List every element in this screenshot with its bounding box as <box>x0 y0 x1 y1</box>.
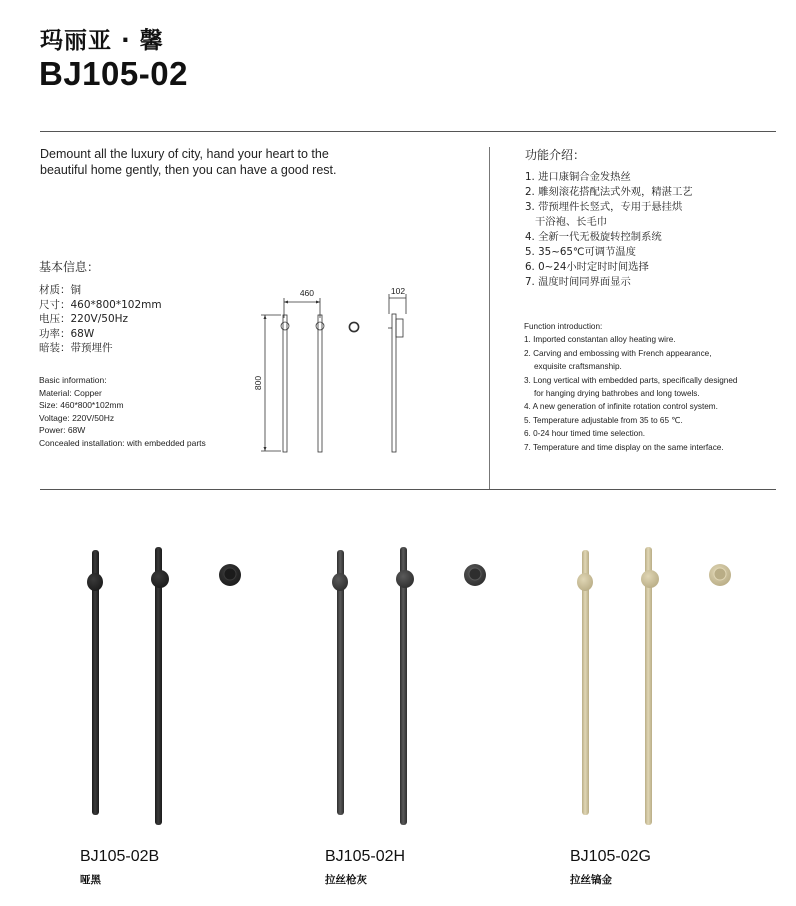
feature-en-item: 3. Long vertical with embedded parts, specifically designed <box>524 375 738 385</box>
towel-bar-right <box>155 547 162 825</box>
product-photo <box>78 545 258 835</box>
knob-circle <box>349 322 358 331</box>
spec-en-item: Power: 68W <box>39 425 86 436</box>
spec-cn-item: 电压：220V/50Hz <box>39 313 129 326</box>
knob-face <box>224 568 236 580</box>
spec-cn-item: 功率：68W <box>39 327 95 340</box>
feature-cn-item: 6. 0~24小时定时时间选择 <box>525 261 649 273</box>
spec-en-item: Voltage: 220V/50Hz <box>39 412 115 423</box>
wall-mount-right <box>641 570 659 588</box>
knob-face <box>714 568 726 580</box>
feature-cn-item: 干浴袍、长毛巾 <box>535 216 608 228</box>
features-cn-list <box>525 170 693 290</box>
wall-mount-right <box>396 570 414 588</box>
feature-en-item: 6. 0-24 hour timed time selection. <box>524 429 646 439</box>
towel-bar-right <box>400 547 407 825</box>
feature-en-item: 4. A new generation of infinite rotation control system. <box>524 402 718 412</box>
wall-mount-right <box>151 570 169 588</box>
spec-en-item: Material: Copper <box>39 387 102 398</box>
variant-finish-label: 拉丝枪灰 <box>325 874 367 886</box>
variant-finish-label: 哑黑 <box>80 874 101 886</box>
feature-en-item: 5. Temperature adjustable from 35 to 65 ℃. <box>524 415 683 425</box>
features-heading: 功能介绍： <box>525 148 586 162</box>
slogan-text: Demount all the luxury of city, hand your heart to the beautiful home gently, then you can have a good rest. <box>40 147 337 177</box>
product-photo <box>323 545 503 835</box>
variant-model-label: BJ105-02H <box>325 848 406 865</box>
side-bar <box>392 314 396 452</box>
spec-cn-item: 材质：铜 <box>39 284 81 296</box>
variant-model-label: BJ105-02G <box>570 848 651 865</box>
wall-mount-left <box>87 573 103 591</box>
dimension-drawing <box>255 284 415 464</box>
features-en-list <box>524 320 737 454</box>
wall-mount-left <box>332 573 348 591</box>
spec-en-item: Basic information: <box>39 375 107 385</box>
spec-en-item: Size: 460*800*102mm <box>39 400 124 411</box>
mount-circle <box>281 322 289 330</box>
depth-label: 102 <box>390 286 406 296</box>
knob-face <box>469 568 481 580</box>
variant-finish-label: 拉丝镐金 <box>570 874 612 886</box>
width-label: 460 <box>299 288 314 298</box>
specs-cn-list <box>39 283 162 356</box>
spec-cn-item: 暗装：带预埋件 <box>39 342 113 355</box>
feature-cn-item: 4. 全新一代无极旋转控制系统 <box>525 231 662 243</box>
vertical-divider <box>489 147 490 489</box>
specs-en-list <box>39 374 206 450</box>
side-bracket <box>396 319 403 337</box>
height-label: 800 <box>253 375 263 391</box>
bar-outline-right <box>318 315 322 452</box>
feature-cn-item: 5. 35~65℃可调节温度 <box>525 246 636 258</box>
feature-cn-item: 3. 带预埋件长竖式，专用于悬挂烘 <box>525 201 683 213</box>
feature-cn-item: 7. 温度时间同界面显示 <box>525 276 631 288</box>
mount-circle <box>316 322 324 330</box>
feature-en-item: exquisite craftsmanship. <box>534 362 622 372</box>
bar-outline-left <box>283 315 287 452</box>
feature-cn-item: 1. 进口康铜合金发热丝 <box>525 171 631 183</box>
feature-cn-item: 2. 雕刻滚花搭配法式外观，精湛工艺 <box>525 186 693 198</box>
feature-en-item: 1. Imported constantan alloy heating wire. <box>524 335 676 345</box>
variant-model-label: BJ105-02B <box>80 848 160 865</box>
spec-cn-item: 尺寸：460*800*102mm <box>39 298 162 311</box>
top-divider <box>40 131 776 132</box>
spec-en-item: Concealed installation: with embedded parts <box>39 437 206 448</box>
product-title-cn: 玛丽亚 · 馨 <box>40 28 164 54</box>
feature-en-item: 7. Temperature and time display on the same interface. <box>524 442 724 452</box>
basic-info-heading: 基本信息： <box>39 260 100 274</box>
feature-en-item: for hanging drying bathrobes and long towels. <box>534 389 700 399</box>
product-photo <box>568 545 748 835</box>
product-model: BJ105-02 <box>39 55 188 92</box>
towel-bar-right <box>645 547 652 825</box>
wall-mount-left <box>577 573 593 591</box>
feature-en-heading: Function introduction: <box>524 322 603 331</box>
feature-en-item: 2. Carving and embossing with French appearance, <box>524 348 712 358</box>
middle-divider <box>40 489 776 490</box>
